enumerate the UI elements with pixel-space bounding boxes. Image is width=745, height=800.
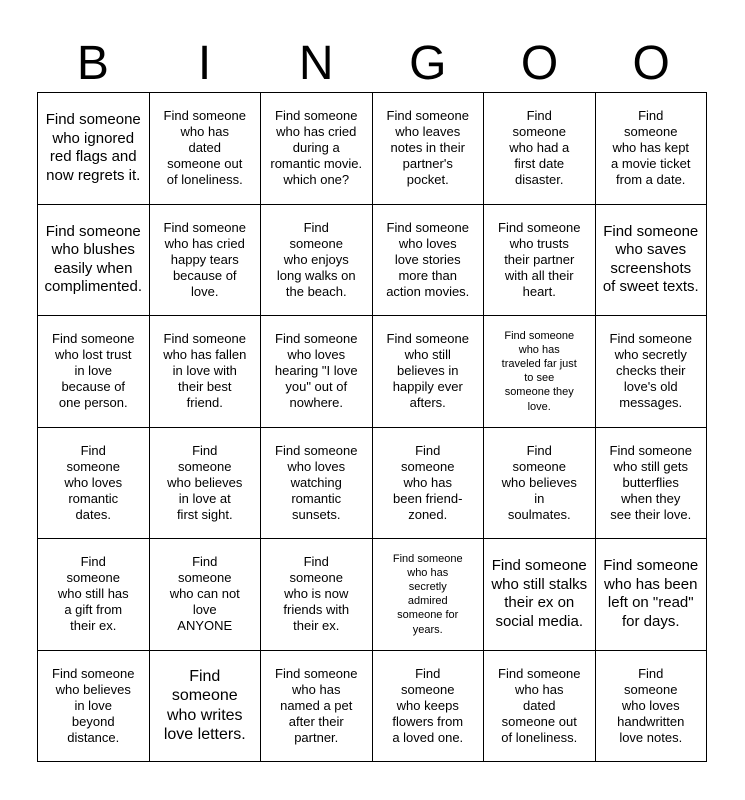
bingo-cell xyxy=(150,316,262,428)
bingo-cell xyxy=(38,316,150,428)
bingo-cell-text: Find someone who has been left on "read" for days. xyxy=(603,557,699,630)
bingo-cell xyxy=(596,316,708,428)
bingo-cell xyxy=(596,205,708,317)
bingo-cell xyxy=(596,428,708,540)
bingo-cell xyxy=(150,651,262,763)
bingo-cell xyxy=(484,205,596,317)
bingo-cell xyxy=(596,651,708,763)
bingo-cell-text: Find someone who still believes in happily ever afters. xyxy=(386,331,469,411)
bingo-cell xyxy=(261,93,373,205)
bingo-cell xyxy=(261,316,373,428)
header-letter: I xyxy=(197,37,212,90)
header-letter: B xyxy=(76,37,109,90)
bingo-cell-text: Find someone who has cried during a romantic movie. which one? xyxy=(270,108,363,188)
bingo-cell-text: Find someone who has cried happy tears because of love. xyxy=(163,219,246,299)
bingo-cell-text: Find someone who has been friend- zoned. xyxy=(393,442,463,522)
bingo-cell xyxy=(150,205,262,317)
bingo-cell-text: Find someone who still has a gift from their ex. xyxy=(57,554,129,634)
bingo-header xyxy=(37,36,707,92)
bingo-cell-text: Find someone who has dated someone out of loneliness. xyxy=(163,108,246,188)
bingo-cell-text: Find someone who is now friends with their ex. xyxy=(283,554,350,634)
bingo-cell xyxy=(38,428,150,540)
bingo-cell-text: Find someone who still stalks their ex on social media. xyxy=(491,557,588,630)
bingo-cell xyxy=(596,93,708,205)
bingo-cell-text: Find someone who keeps flowers from a loved one. xyxy=(392,665,464,745)
bingo-cell xyxy=(261,428,373,540)
bingo-cell xyxy=(484,93,596,205)
bingo-cell xyxy=(38,93,150,205)
header-letter: O xyxy=(632,37,670,90)
bingo-cell xyxy=(373,316,485,428)
bingo-cell xyxy=(373,93,485,205)
bingo-cell xyxy=(484,651,596,763)
bingo-cell-text: Find someone who believes in love at first sight. xyxy=(167,442,243,522)
bingo-card xyxy=(37,92,707,762)
bingo-cell xyxy=(38,205,150,317)
bingo-cell-text: Find someone who believes in soulmates. xyxy=(501,442,577,522)
bingo-cell xyxy=(261,651,373,763)
bingo-cell-text: Find someone who loves romantic dates. xyxy=(64,442,123,522)
bingo-cell xyxy=(484,316,596,428)
bingo-cell xyxy=(261,539,373,651)
bingo-cell-text: Find someone who still gets butterflies when they see their love. xyxy=(609,442,692,522)
bingo-cell-text: Find someone who loves handwritten love notes. xyxy=(617,665,685,745)
bingo-cell xyxy=(261,205,373,317)
bingo-cell-text: Find someone who can not love ANYONE xyxy=(169,554,240,634)
bingo-cell xyxy=(150,539,262,651)
bingo-cell-text: Find someone who writes love letters. xyxy=(163,667,246,744)
bingo-cell xyxy=(373,651,485,763)
header-letter: O xyxy=(520,37,559,90)
bingo-cell-text: Find someone who saves screenshots of sweet texts. xyxy=(602,222,699,296)
header-letter: N xyxy=(298,37,334,90)
bingo-cell-text: Find someone who believes in love beyond distance. xyxy=(52,665,135,745)
header-letter: G xyxy=(409,37,447,90)
bingo-cell-text: Find someone who has traveled far just to see someone they love. xyxy=(501,329,577,413)
bingo-cell-text: Find someone who has secretly admired someone for years. xyxy=(392,552,463,636)
bingo-cell-text: Find someone who had a first date disaster. xyxy=(509,108,570,188)
bingo-cell xyxy=(596,539,708,651)
bingo-cell xyxy=(484,539,596,651)
bingo-cell xyxy=(373,205,485,317)
bingo-cell xyxy=(484,428,596,540)
bingo-cell xyxy=(373,428,485,540)
bingo-cell-text: Find someone who has dated someone out of loneliness. xyxy=(498,665,581,745)
bingo-cell-text: Find someone who lost trust in love because of one person. xyxy=(52,331,135,411)
bingo-cell-text: Find someone who loves love stories more than action movies. xyxy=(386,219,470,299)
bingo-cell xyxy=(150,428,262,540)
bingo-cell-text: Find someone who blushes easily when complimented. xyxy=(44,222,143,296)
bingo-cell xyxy=(373,539,485,651)
bingo-cell-text: Find someone who ignored red flags and now regrets it. xyxy=(45,111,141,184)
bingo-cell xyxy=(150,93,262,205)
bingo-cell-text: Find someone who enjoys long walks on the beach. xyxy=(276,219,356,299)
bingo-cell-text: Find someone who has fallen in love with their best friend. xyxy=(163,331,247,411)
bingo-cell-text: Find someone who trusts their partner with all their heart. xyxy=(498,219,581,299)
bingo-cell-text: Find someone who has kept a movie ticket from a date. xyxy=(611,108,691,188)
bingo-cell-text: Find someone who secretly checks their love's old messages. xyxy=(609,331,692,411)
bingo-cell-text: Find someone who loves watching romantic sunsets. xyxy=(275,442,358,522)
bingo-cell-text: Find someone who leaves notes in their partner's pocket. xyxy=(386,108,469,188)
bingo-cell xyxy=(38,651,150,763)
bingo-cell-text: Find someone who loves hearing "I love you" out of nowhere. xyxy=(274,331,358,411)
bingo-cell xyxy=(38,539,150,651)
bingo-cell-text: Find someone who has named a pet after their partner. xyxy=(275,665,358,745)
